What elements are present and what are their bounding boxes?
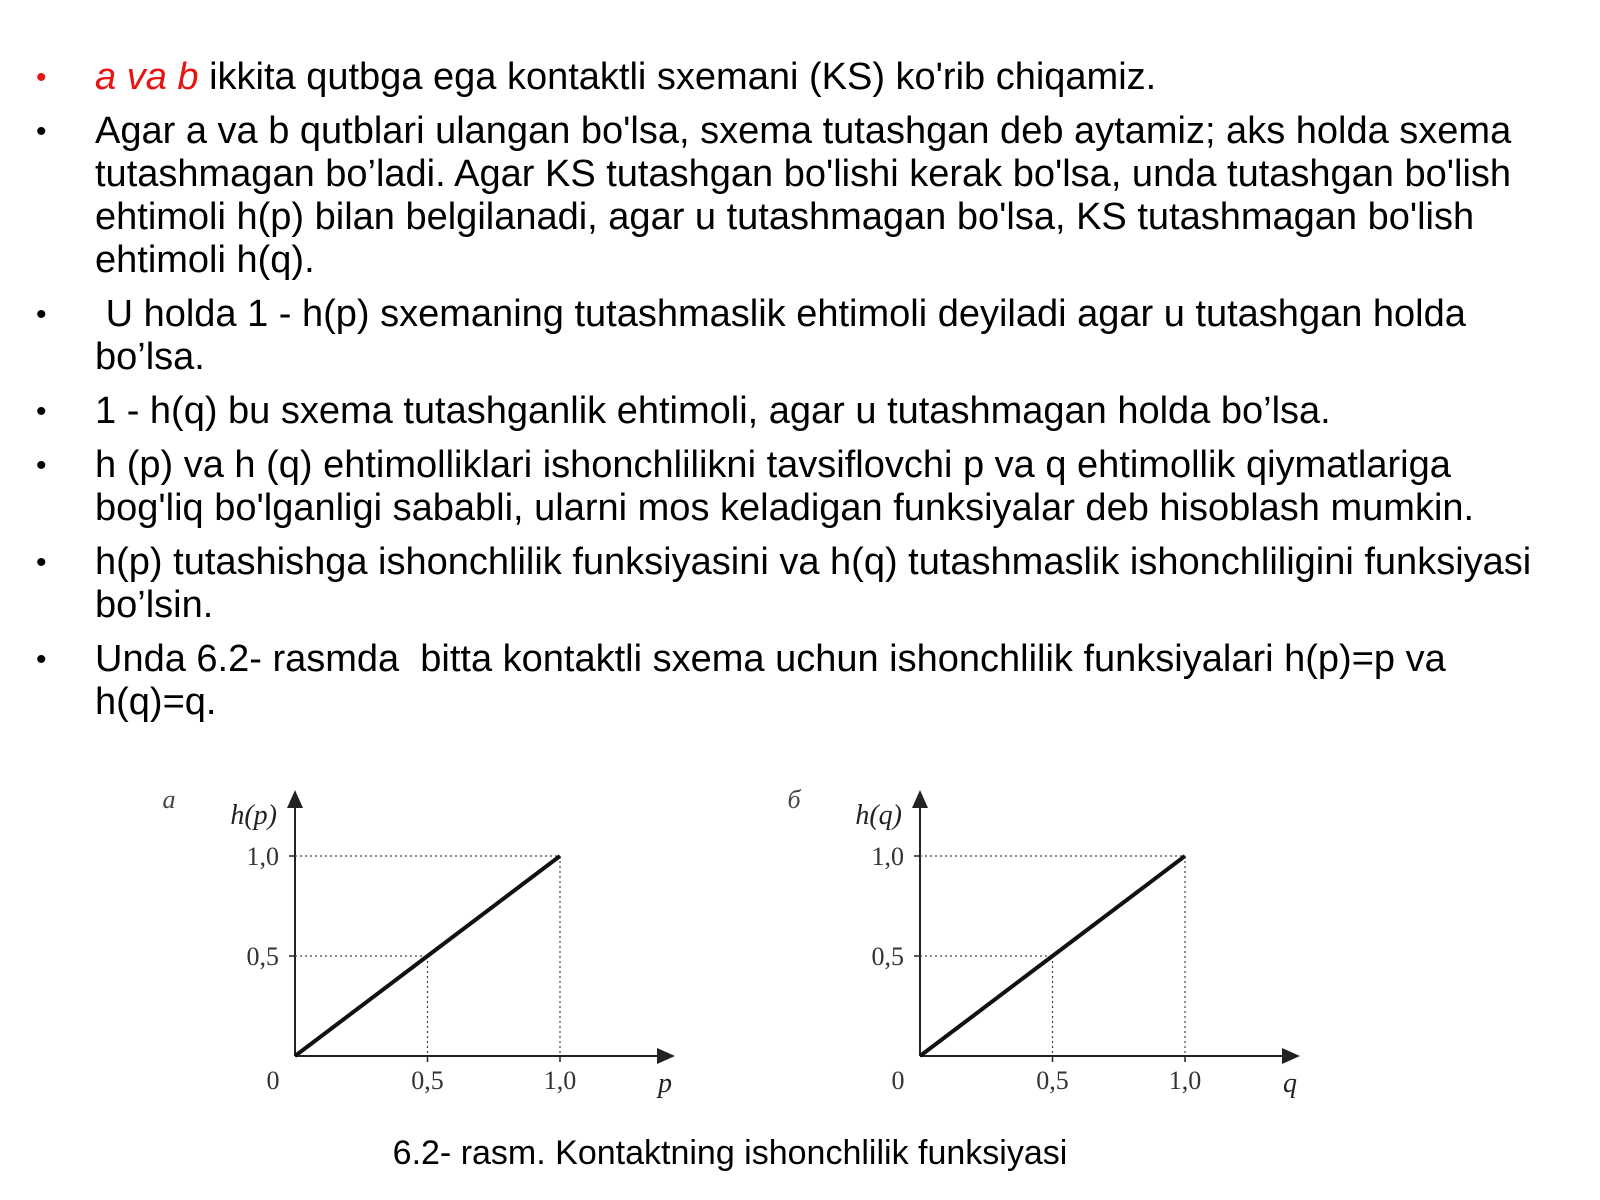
y-axis-label: h(q) [855,800,902,831]
bullet-text: Unda 6.2- rasmda bitta kontaktli sxema uchun ishonchlilik funksiyalari h(p)=p va h(q)=q. [95,638,1457,723]
bullet-item [30,293,1570,379]
y-axis-arrow-icon [912,790,928,808]
x-axis-arrow-icon [657,1048,675,1064]
bullet-item [30,444,1570,530]
bullet-item [30,541,1570,627]
y-tick-label: 1,0 [246,842,279,871]
x-tick-label: 1,0 [1168,1066,1202,1095]
bullet-marker: • [36,395,47,428]
x-axis-label: p [658,1068,672,1099]
bullet-text: Agar a va b qutblari ulangan bo'lsa, sxema tutashgan deb aytamiz; aks holda sxema tutashmagan bo’ladi. Agar KS tutashgan bo'lishi kerak bo'lsa, unda tutashgan bo'lish ehtimoli h(p) bilan belgilanadi, agar u tutashmagan bo'lsa, KS tutashmagan bo'lish ehtimoli h(q). [95,110,1512,281]
panel-tag: б [787,785,801,814]
x-tick-label: 0,5 [1036,1066,1069,1095]
bullet-text: h (p) va h (q) ehtimolliklari ishonchlilikni tavsiflovchi p va q ehtimollik qiymatlariga bog'liq bo'lganligi sababli, ularni mos keladigan funksiyalar deb hisoblash mumkin. [95,444,1475,529]
y-tick-label: 0,5 [246,942,279,971]
chart-panel-a [163,785,676,1099]
bullet-text: ikkita qutbga ega kontaktli sxemani (KS) ko'rib chiqamiz. [198,56,1157,98]
bullet-item [30,56,1570,99]
figure-caption: 6.2- rasm. Kontaktning ishonchlilik funksiyasi [392,1134,1068,1172]
bullet-marker: • [36,449,47,482]
bullet-marker: • [36,61,47,94]
highlighted-terms: a va b [95,56,199,98]
bullet-marker: • [36,115,47,148]
panel-tag: a [162,785,176,814]
bullet-text: 1 - h(q) bu sxema tutashganlik ehtimoli, agar u tutashmagan holda bo’lsa. [95,390,1331,432]
chart-panel-b [787,785,1300,1099]
y-tick-label: 0,5 [871,942,904,971]
origin-label: 0 [891,1066,905,1095]
bullet-list [30,56,1570,735]
x-tick-label: 0,5 [411,1066,444,1095]
x-axis-label: q [1283,1068,1297,1099]
reliability-figure [0,770,1600,1130]
y-axis-label: h(p) [230,800,277,831]
origin-label: 0 [266,1066,280,1095]
bullet-item [30,110,1570,282]
x-axis-arrow-icon [1282,1048,1300,1064]
bullet-text: U holda 1 - h(p) sxemaning tutashmaslik ehtimoli deyiladi agar u tutashgan holda bo’lsa. [95,293,1477,378]
x-tick-label: 1,0 [543,1066,577,1095]
bullet-text: h(p) tutashishga ishonchlilik funksiyasini va h(q) tutashmaslik ishonchliligini funksiyasi bo’lsin. [95,541,1532,626]
y-tick-label: 1,0 [871,842,904,871]
bullet-item [30,390,1570,433]
bullet-marker: • [36,546,47,579]
bullet-marker: • [36,298,47,331]
y-axis-arrow-icon [287,790,303,808]
bullet-marker: • [36,643,47,676]
bullet-item [30,638,1570,724]
